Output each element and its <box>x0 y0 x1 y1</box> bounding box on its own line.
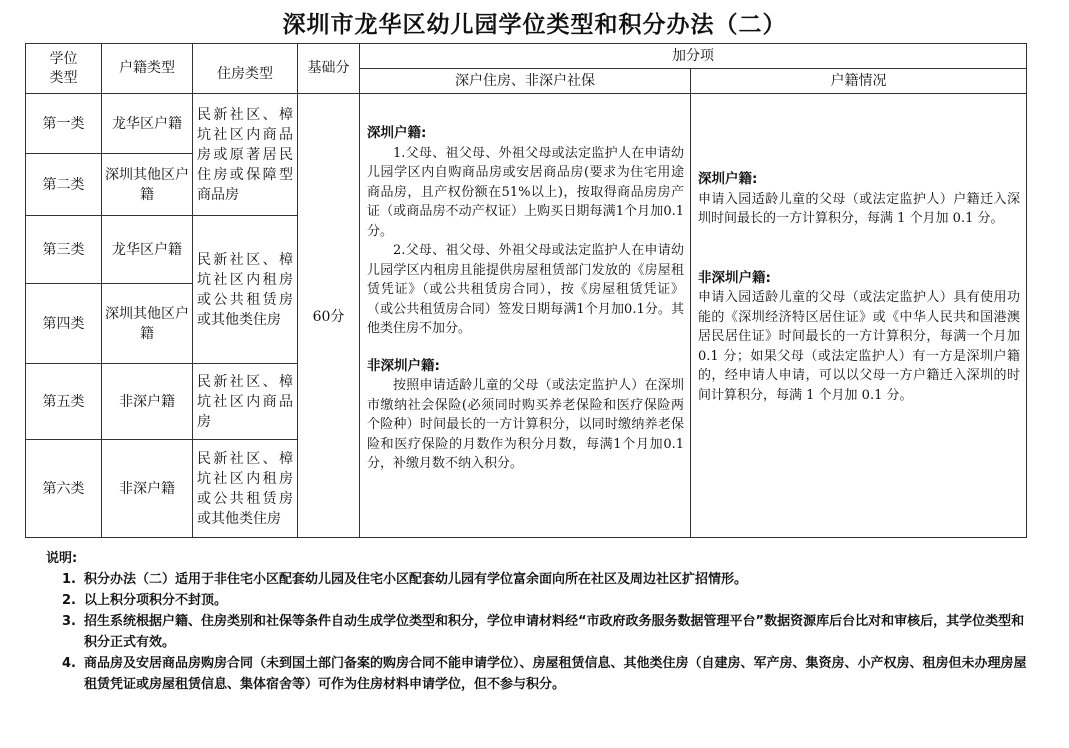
notes-heading: 说明: <box>46 551 78 566</box>
points-table <box>25 43 1027 538</box>
housing-bonus-sz-rule-2: 2.父母、祖父母、外祖父母或法定监护人在申请幼儿园学区内租房且能提供房屋租赁部门发放的《房屋租赁凭证》（或公共租赁房合同），按《房屋租赁凭证》（或公共租赁房合同）签发日期每满1个月加0.1分。其他类住房不加分。 <box>367 243 684 336</box>
notes-section <box>46 548 1036 695</box>
hukou-bonus-nsz-rule: 申请入园适龄儿童的父母（或法定监护人）具有使用功能的《深圳经济特区居住证》或《中华人民共和国港澳居民居住证》时间最长的一方计算积分，每满一个月加 0.1 分；如果父母（或法定监护人）有一方是深圳户籍的，经申请人申请，可以以父母一方户籍迁入深圳的时间计算积分，每满 1 个月加 0.1 分。 <box>698 290 1020 403</box>
category-cell: 第四类 <box>26 284 102 364</box>
note-number: 2. <box>62 593 76 608</box>
note-text: 积分办法（二）适用于非住宅小区配套幼儿园及住宅小区配套幼儿园有学位富余面向所在社区及周边社区扩招情形。 <box>84 572 748 587</box>
category-cell: 第二类 <box>26 154 102 216</box>
table-row <box>26 94 1027 154</box>
note-text: 招生系统根据户籍、住房类别和社保等条件自动生成学位类型和积分，学位申请材料经“市政府政务服务数据管理平台”数据资源库后台比对和审核后，其学位类型和积分正式有效。 <box>84 614 1025 650</box>
note-item <box>46 590 1036 611</box>
hukou-cell: 龙华区户籍 <box>102 94 193 154</box>
hukou-cell: 龙华区户籍 <box>102 216 193 284</box>
housing-cell: 民新社区、樟坑社区内商品房或原著居民住房或保障型商品房 <box>193 94 298 216</box>
housing-cell: 民新社区、樟坑社区内租房或公共租赁房或其他类住房 <box>193 216 298 364</box>
hukou-bonus-sz-title: 深圳户籍: <box>698 171 758 187</box>
hukou-cell: 非深户籍 <box>102 364 193 440</box>
page-title: 深圳市龙华区幼儿园学位类型和积分办法（二） <box>282 12 787 38</box>
hukou-bonus-cell <box>691 94 1027 538</box>
header-bonus-housing: 深户住房、非深户社保 <box>360 69 691 94</box>
note-text: 商品房及安居商品房购房合同（未到国土部门备案的购房合同不能申请学位）、房屋租赁信息、其他类住房（自建房、军产房、集资房、小产权房、租房但未办理房屋租赁凭证或房屋租赁信息、集体宿舍等）可作为住房材料申请学位，但不参与积分。 <box>84 656 1027 692</box>
note-item <box>46 653 1036 695</box>
note-text: 以上积分项积分不封顶。 <box>84 593 228 608</box>
note-item <box>46 569 1036 590</box>
header-housing: 住房类型 <box>193 44 298 94</box>
housing-cell: 民新社区、樟坑社区内商品房 <box>193 364 298 440</box>
base-score-cell: 60分 <box>298 94 360 538</box>
notes-list <box>46 569 1036 695</box>
housing-cell: 民新社区、樟坑社区内租房或公共租赁房或其他类住房 <box>193 440 298 538</box>
hukou-cell: 深圳其他区户籍 <box>102 284 193 364</box>
hukou-cell: 深圳其他区户籍 <box>102 154 193 216</box>
housing-bonus-sz-rule-1: 1.父母、祖父母、外祖父母或法定监护人在申请幼儿园学区内自购商品房或安居商品房(要求为住宅用途商品房，且产权份额在51%以上)，按取得商品房房产证（或商品房不动产权证）上购买日期每满1个月加0.1分。 <box>367 145 684 239</box>
category-cell: 第六类 <box>26 440 102 538</box>
header-bonus: 加分项 <box>360 44 1027 69</box>
header-category: 学位 类型 <box>26 44 102 94</box>
category-cell: 第五类 <box>26 364 102 440</box>
category-cell: 第三类 <box>26 216 102 284</box>
housing-bonus-cell <box>360 94 691 538</box>
header-bonus-hukou: 户籍情况 <box>691 69 1027 94</box>
note-number: 3. <box>62 614 76 629</box>
note-item <box>46 611 1036 653</box>
category-cell: 第一类 <box>26 94 102 154</box>
housing-bonus-nsz-title: 非深圳户籍: <box>367 357 440 374</box>
note-number: 1. <box>62 572 76 587</box>
hukou-cell: 非深户籍 <box>102 440 193 538</box>
housing-bonus-nsz-rule: 按照申请适龄儿童的父母（或法定监护人）在深圳市缴纳社会保险(必须同时购买养老保险和医疗保险两个险种）时间最长的一方计算积分，以同时缴纳养老保险和医疗保险的月数作为积分月数，每满1个月加0.1分，补缴月数不纳入积分。 <box>367 378 684 471</box>
header-base: 基础分 <box>298 44 360 94</box>
hukou-bonus-nsz-title: 非深圳户籍: <box>698 269 771 286</box>
housing-bonus-sz-title: 深圳户籍: <box>367 125 427 141</box>
header-hukou: 户籍类型 <box>102 44 193 94</box>
hukou-bonus-sz-rule: 申请入园适龄儿童的父母（或法定监护人）户籍迁入深圳时间最长的一方计算积分，每满 1 个月加 0.1 分。 <box>698 191 1020 226</box>
note-number: 4. <box>62 656 76 671</box>
